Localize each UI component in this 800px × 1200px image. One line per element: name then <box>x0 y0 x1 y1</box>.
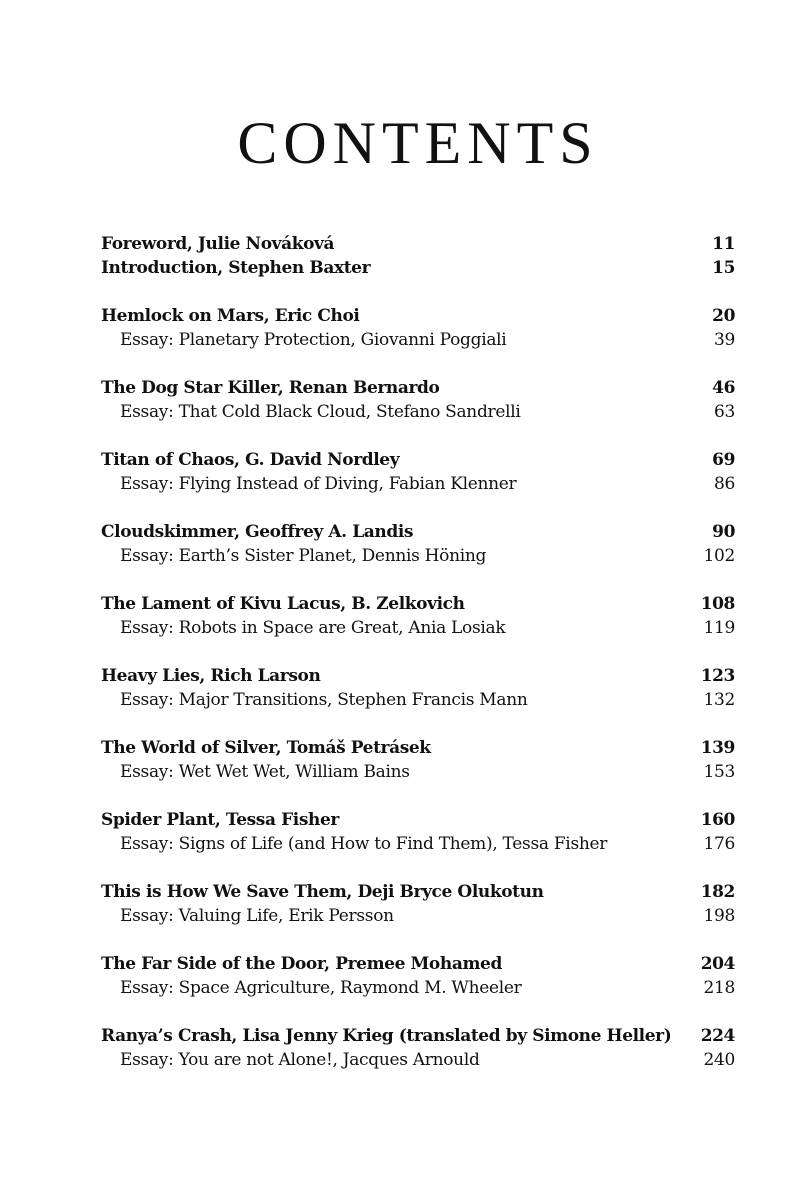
toc-essay-title: Essay: Planetary Protection, Giovanni Poggiali <box>120 330 507 350</box>
toc-story-title: This is How We Save Them, Deji Bryce Olukotun <box>101 882 544 902</box>
toc-essay-title: Essay: Flying Instead of Diving, Fabian Klenner <box>120 474 517 494</box>
toc-essay-page: 218 <box>703 978 735 998</box>
toc-essay-page: 153 <box>703 762 735 782</box>
toc-essay-page: 86 <box>713 474 735 494</box>
toc-essay-title: Essay: Earth’s Sister Planet, Dennis Höning <box>120 546 487 566</box>
toc-story-title: The Dog Star Killer, Renan Bernardo <box>101 378 440 398</box>
toc-essay-entry <box>101 976 735 1000</box>
toc-story-page: 20 <box>712 306 735 326</box>
toc-sections <box>101 304 735 1072</box>
toc-essay-entry <box>101 616 735 640</box>
toc-story-title: Titan of Chaos, G. David Nordley <box>101 450 400 470</box>
toc-essay-title: Essay: Valuing Life, Erik Persson <box>120 906 394 926</box>
toc-entry-title: Introduction, Stephen Baxter <box>101 258 371 278</box>
toc-story-title: Hemlock on Mars, Eric Choi <box>101 306 360 326</box>
toc-entry-page: 15 <box>712 258 735 278</box>
toc-essay-title: Essay: That Cold Black Cloud, Stefano Sandrelli <box>120 402 521 422</box>
toc-story-entry <box>101 592 735 616</box>
toc-story-entry <box>101 664 735 688</box>
toc-essay-entry <box>101 328 735 352</box>
toc-story-entry <box>101 952 735 976</box>
toc-essay-title: Essay: You are not Alone!, Jacques Arnould <box>120 1050 480 1070</box>
toc-essay-page: 63 <box>713 402 735 422</box>
toc-story-entry <box>101 304 735 328</box>
toc-essay-page: 198 <box>703 906 735 926</box>
toc-entry-page: 11 <box>712 234 735 254</box>
toc-story-entry <box>101 520 735 544</box>
page-title: CONTENTS <box>237 110 599 176</box>
toc-story-page: 90 <box>712 522 735 542</box>
toc-story-page: 182 <box>700 882 735 902</box>
toc-story-entry <box>101 376 735 400</box>
toc-story-entry <box>101 736 735 760</box>
toc-essay-title: Essay: Robots in Space are Great, Ania Losiak <box>120 618 506 638</box>
toc-essay-page: 102 <box>703 546 735 566</box>
toc-essay-entry <box>101 400 735 424</box>
toc-story-page: 224 <box>700 1026 735 1046</box>
toc-story-title: Ranya’s Crash, Lisa Jenny Krieg (translated by Simone Heller) <box>101 1026 672 1046</box>
toc-entry-foreword <box>101 232 735 256</box>
toc-story-page: 160 <box>700 810 735 830</box>
toc-story-page: 139 <box>700 738 735 758</box>
toc-story-page: 46 <box>712 378 735 398</box>
toc-story-page: 69 <box>712 450 735 470</box>
toc-essay-page: 176 <box>703 834 735 854</box>
toc-story-page: 204 <box>700 954 735 974</box>
toc-story-title: Spider Plant, Tessa Fisher <box>101 810 339 830</box>
toc-essay-page: 132 <box>703 690 735 710</box>
toc-story-page: 123 <box>700 666 735 686</box>
toc-entry-title: Foreword, Julie Nováková <box>101 234 335 254</box>
toc-story-title: The Lament of Kivu Lacus, B. Zelkovich <box>101 594 465 614</box>
toc-essay-title: Essay: Major Transitions, Stephen Francis Mann <box>120 690 528 710</box>
toc-essay-entry <box>101 1048 735 1072</box>
toc-essay-entry <box>101 472 735 496</box>
toc-essay-entry <box>101 904 735 928</box>
toc-story-title: Cloudskimmer, Geoffrey A. Landis <box>101 522 414 542</box>
toc-story-title: The Far Side of the Door, Premee Mohamed <box>101 954 502 974</box>
toc-essay-entry <box>101 544 735 568</box>
toc-story-title: Heavy Lies, Rich Larson <box>101 666 321 686</box>
toc-essay-title: Essay: Signs of Life (and How to Find Them), Tessa Fisher <box>120 834 608 854</box>
toc-essay-page: 240 <box>703 1050 735 1070</box>
toc-story-entry <box>101 808 735 832</box>
toc-essay-title: Essay: Wet Wet Wet, William Bains <box>120 762 410 782</box>
toc-essay-entry <box>101 760 735 784</box>
toc-essay-page: 119 <box>703 618 735 638</box>
toc-story-entry <box>101 1024 735 1048</box>
toc-story-title: The World of Silver, Tomáš Petrásek <box>101 738 431 758</box>
toc-essay-title: Essay: Space Agriculture, Raymond M. Wheeler <box>120 978 522 998</box>
toc-essay-entry <box>101 832 735 856</box>
toc-entry-introduction <box>101 256 735 280</box>
table-of-contents <box>101 232 735 1072</box>
toc-story-entry <box>101 880 735 904</box>
toc-essay-entry <box>101 688 735 712</box>
toc-story-page: 108 <box>700 594 735 614</box>
toc-story-entry <box>101 448 735 472</box>
toc-essay-page: 39 <box>713 330 735 350</box>
